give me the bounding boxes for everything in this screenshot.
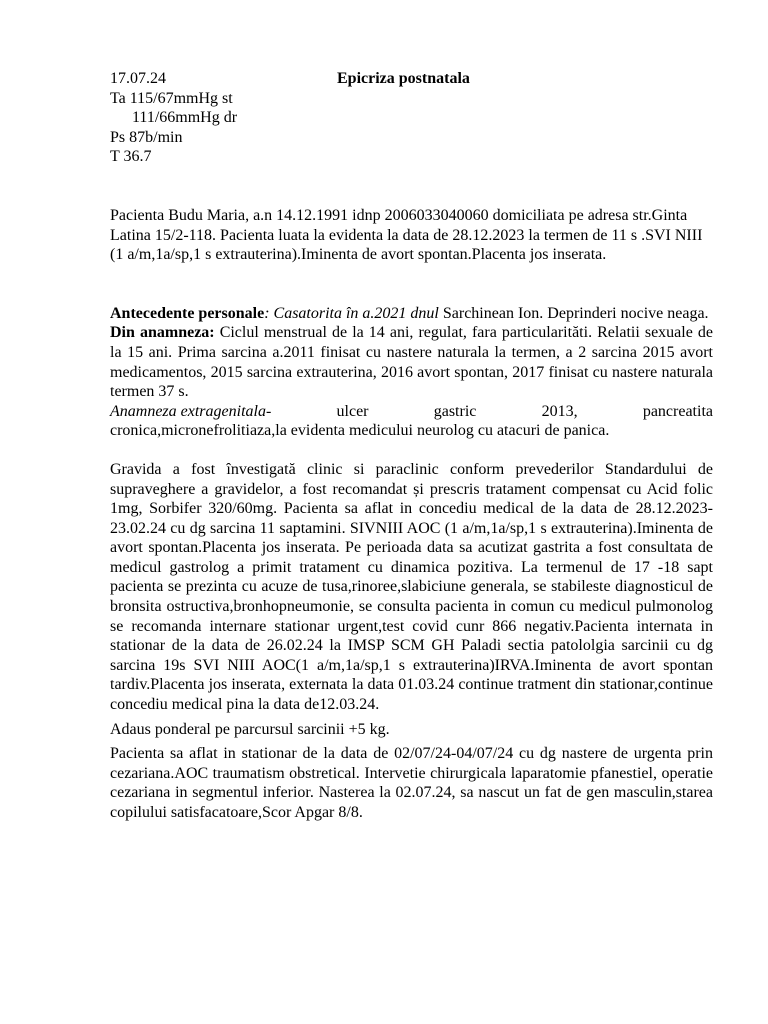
extragenitala-label: Anamneza extragenitala-	[110, 402, 272, 420]
gravida-paragraph: Gravida a fost învestigată clinic si paraclinic conform prevederilor Standardului de supraveghere a gravidelor, a fost recomandat și prescris tratament compensat cu Acid folic 1mg, Sorbifer 320/60mg. Pacienta sa aflat in concediu medical de la data de 28.12.2023-23.02.24 cu dg sarcina 11 saptamini. SIVNIII AOC (1 a/m,1a/sp,1 s extrauterina).Iminenta de avort spontan.Placenta jos inserata. Pe perioada data sa acutizat gastrita a fost consultata de medicul gastrolog a primit tratament cu dinamica pozitiva. La termenul de 17 -18 sapt pacienta se prezinta cu acuze de tusa,rinoree,slabiciune generala, se stabileste diagnosticul de bronsita ostructiva,bronhopneumonie, se consulta pacienta in comun cu medicul pulmonolog se recomanda internare stationar urgent,test covid cunr 866 negativ.Pacienta internata in stationar de la data de 26.02.24 la IMSP SCM GH Paladi sectia patololgia sarcinii cu dg sarcina 19s SVI NIII AOC(1 a/m,1a/sp,1 s extrauterina)IRVA.Iminenta de avort spontan tardiv.Placenta jos inserata, externata la data 01.03.24 continue tratment din stationar,continue concediu medical pina la data de12.03.24.	[110, 460, 713, 714]
anamneza-text: Ciclul menstrual de la 14 ani, regulat, fara particularităti. Relatii sexuale de la 15 ani. Prima sarcina a.2011 finisat cu nastere naturala la termen, a 2 sarcina 2015 avort medicamentos, 2015 sarcina extrauterina, 2016 avort spontan, 2017 finisat cu nastere naturala termen 37 s.	[110, 324, 713, 401]
date-line: 17.07.24	[110, 70, 166, 87]
anamneza-paragraph	[110, 323, 713, 401]
extragenitala-word: pancreatita	[642, 402, 713, 420]
document-header	[110, 69, 713, 167]
stationar-paragraph: Pacienta sa aflat in stationar de la data de 02/07/24-04/07/24 cu dg nastere de urgenta prin cezariana.AOC traumatism obstretical. Intervetie chirurgicala laparatomie pfanestiel, operatie cezariana in segmentul inferior. Nasterea la 02.07.24, sa nascut un fat de gen masculin,starea copilului satisfacatoare,Scor Apgar 8/8.	[110, 745, 713, 821]
intro-paragraph: Pacienta Budu Maria, a.n 14.12.1991 idnp 2006033040060 domiciliata pe adresa str.Ginta Latina 15/2-118. Pacienta luata la evidenta la data de 28.12.2023 la termen de 11 s .SVI NIII (1 a/m,1a/sp,1 s extrauterina).Iminenta de avort spontan.Placenta jos inserata.	[110, 206, 703, 264]
antecedente-rest: Sarchinean Ion. Deprinderi nocive neaga.	[438, 304, 709, 322]
ta-right: 111/66mmHg dr	[132, 109, 238, 127]
extragenitala-word: gastric	[433, 402, 477, 420]
antecedente-paragraph	[110, 304, 713, 324]
extragenitala-line	[110, 402, 713, 422]
extragenitala-line2: cronica,micronefrolitiaza,la evidenta medicului neurolog cu atacuri de panica.	[110, 422, 610, 440]
document-page	[110, 69, 713, 823]
antecedente-italic: : Casatorita în a.2021 dnul	[264, 304, 439, 322]
anamneza-label: Din anamneza:	[110, 324, 215, 342]
antecedente-label: Antecedente personale	[110, 304, 265, 322]
ta-left: Ta 115/67mmHg st	[110, 89, 233, 107]
pulse-line: Ps 87b/min	[110, 128, 183, 146]
adaus-paragraph: Adaus ponderal pe parcursul sarcinii +5 kg.	[110, 720, 390, 738]
extragenitala-word: ulcer	[336, 402, 369, 420]
temperature-line: T 36.7	[110, 148, 152, 166]
extragenitala-word: 2013,	[541, 402, 578, 420]
document-title: Epicriza postnatala	[337, 70, 470, 87]
